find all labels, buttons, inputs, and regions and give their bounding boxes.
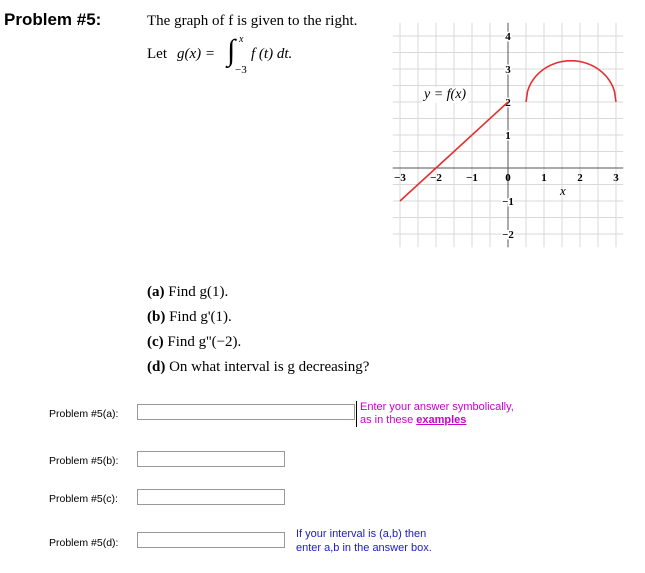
part-c: (c) Find g''(−2).	[147, 334, 242, 350]
y-tick-label: 2	[505, 97, 511, 109]
x-tick-label: −2	[430, 172, 442, 184]
part-b: (b) Find g'(1).	[147, 309, 232, 325]
x-tick-label: 0	[505, 172, 511, 184]
curve-label: y = f(x)	[424, 87, 467, 102]
integral-upper-limit: x	[239, 34, 244, 45]
hint-interval: If your interval is (a,b) then enter a,b in the answer box.	[296, 528, 432, 554]
integral-lower-limit: −3	[235, 64, 247, 76]
x-tick-label: 1	[541, 172, 547, 184]
g-of-x: g(x) =	[177, 46, 216, 62]
y-tick-label: −2	[502, 229, 514, 241]
answer-label-c: Problem #5(c):	[49, 493, 118, 505]
answer-label-d: Problem #5(d):	[49, 537, 119, 549]
problem-statement: The graph of f is given to the right.	[147, 13, 358, 29]
hint-divider	[356, 401, 357, 427]
y-tick-label: −1	[502, 196, 514, 208]
let-word: Let	[147, 46, 167, 62]
y-tick-label: 1	[505, 130, 511, 142]
answer-input-d[interactable]	[137, 532, 285, 548]
integrand: f (t) dt.	[251, 46, 293, 62]
answer-input-a[interactable]	[137, 404, 355, 420]
function-graph	[394, 12, 627, 244]
examples-link[interactable]: examples	[416, 414, 467, 426]
x-axis-label: x	[560, 183, 566, 198]
answer-label-a: Problem #5(a):	[49, 408, 119, 420]
x-tick-label: 3	[613, 172, 619, 184]
y-tick-label: 3	[505, 64, 511, 76]
x-tick-label: −3	[394, 172, 406, 184]
answer-label-b: Problem #5(b):	[49, 455, 119, 467]
integral-sign-icon: ∫	[227, 34, 236, 67]
part-d: (d) On what interval is g decreasing?	[147, 359, 370, 375]
answer-input-c[interactable]	[137, 489, 285, 505]
problem-title: Problem #5:	[4, 10, 102, 29]
x-tick-label: 2	[577, 172, 583, 184]
y-tick-label: 4	[505, 31, 511, 43]
answer-input-b[interactable]	[137, 451, 285, 467]
hint-symbolic: Enter your answer symbolically, as in these examples	[360, 401, 514, 426]
part-a: (a) Find g(1).	[147, 284, 229, 300]
x-tick-label: −1	[466, 172, 478, 184]
curve-semicircle	[526, 61, 616, 102]
